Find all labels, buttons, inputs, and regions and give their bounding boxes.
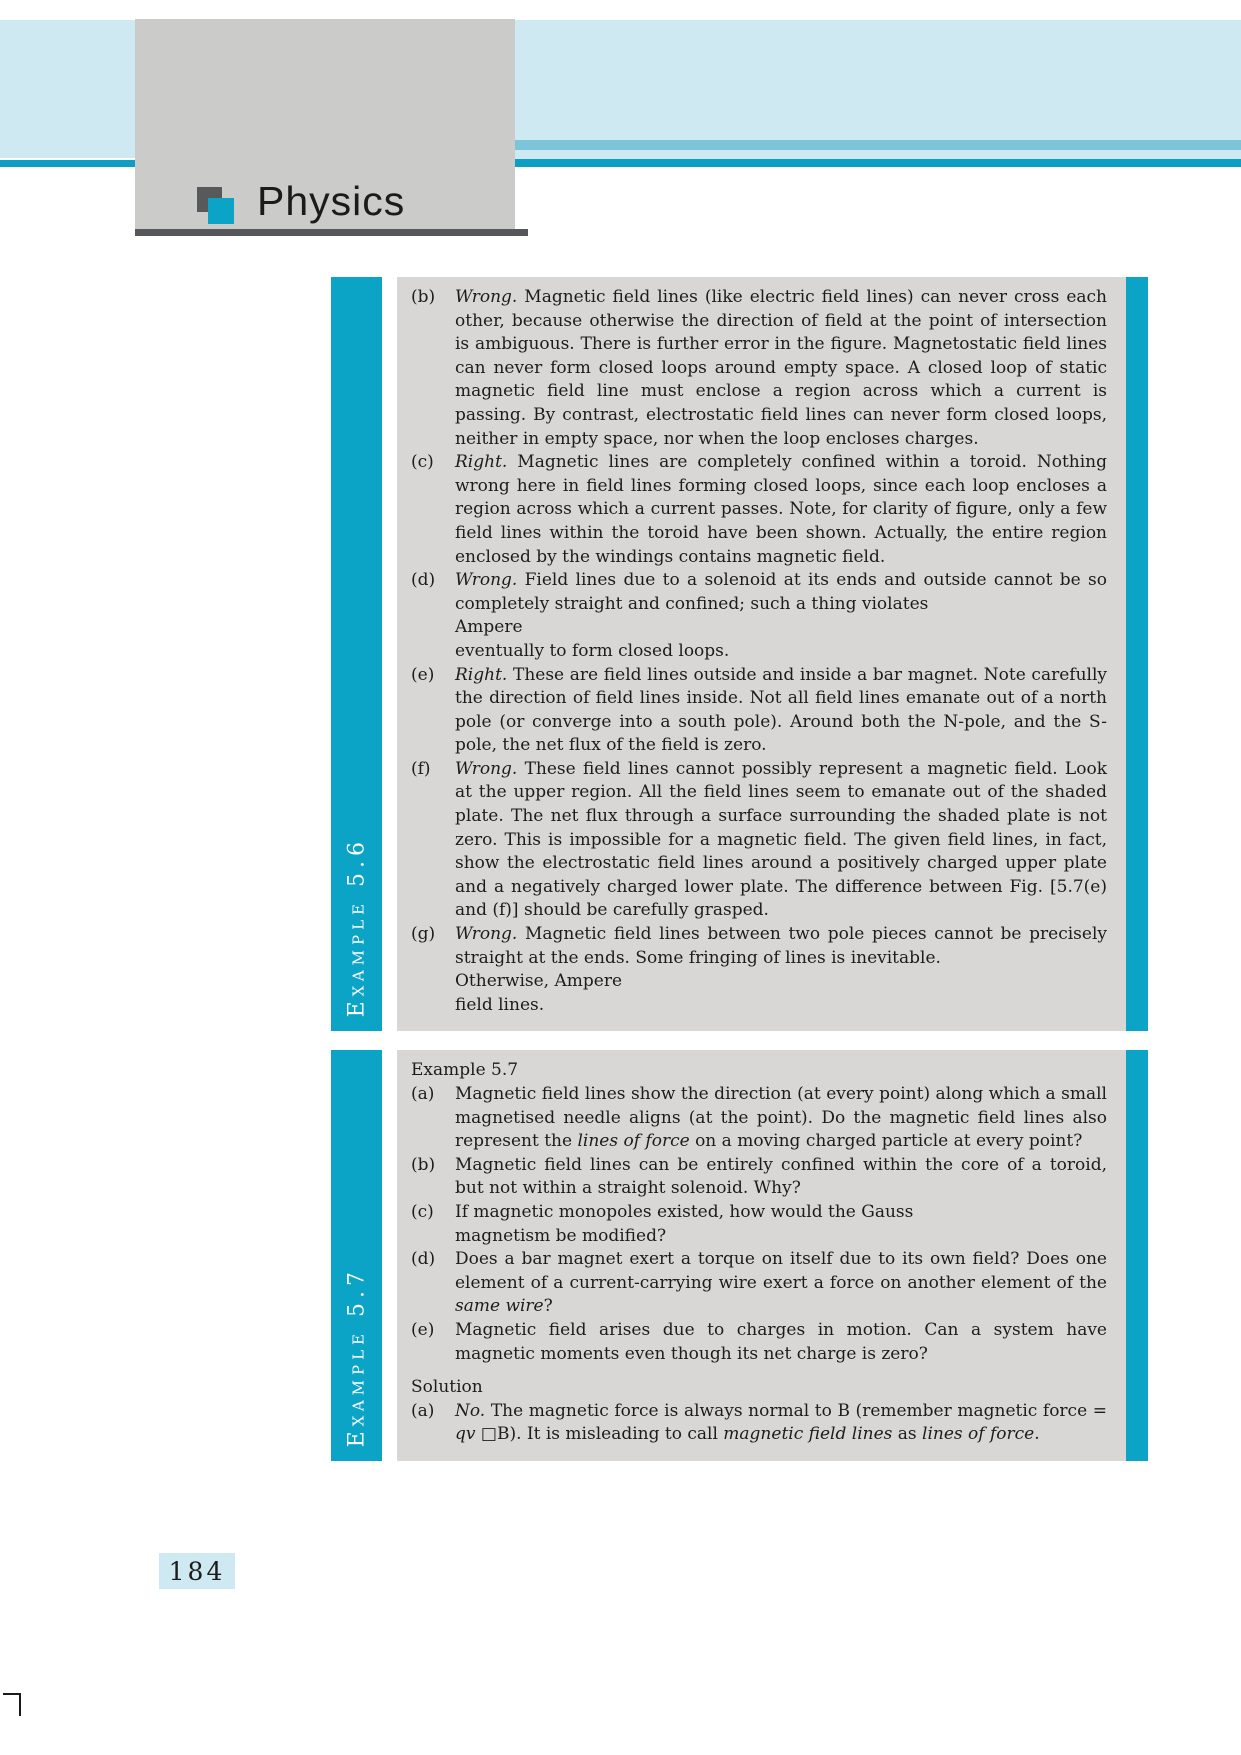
item-marker: (b) bbox=[411, 287, 436, 307]
chapter-header-underline bbox=[135, 229, 528, 236]
item-marker: (f) bbox=[411, 758, 431, 779]
item-text: Does a bar magnet exert a torque on itself due to its own field? Does one element of a current-carrying wire exert a force on another element of the same wire? bbox=[455, 1249, 1107, 1317]
item-text: Right. These are field lines outside and inside a bar magnet. Note carefully the direction of field lines inside. Not all field lines emanate out of a north pole (or converge into a south pole). Around both the N-pole, and the S-pole, the net flux of the field is zero. bbox=[455, 664, 1107, 756]
item-text: Magnetic field lines show the direction (at every point) along which a small magnetised needle aligns (at the point). Do the magnetic field lines also represent the lines of force on a moving charged particle at every point? bbox=[455, 1084, 1107, 1152]
header-band-left bbox=[0, 20, 135, 167]
band-dark-stripe bbox=[0, 160, 135, 167]
band-light-blue-thin bbox=[515, 150, 1241, 159]
list-item bbox=[411, 1400, 1107, 1447]
item-marker: (g) bbox=[411, 924, 436, 945]
band-medium-stripe bbox=[515, 140, 1241, 150]
item-text: Wrong. Magnetic field lines between two pole pieces cannot be precisely straight at the ends. Some fringing of lines is inevitable. Otherwise, Ampere field lines. bbox=[455, 924, 1107, 1015]
item-marker: (a) bbox=[411, 1400, 435, 1421]
solution-heading: Solution bbox=[411, 1377, 483, 1398]
item-marker: (e) bbox=[411, 1319, 435, 1340]
list-item bbox=[411, 758, 1107, 923]
item-marker: (c) bbox=[411, 1201, 434, 1222]
band-dark-stripe bbox=[515, 159, 1241, 167]
example-5-7-body bbox=[397, 1050, 1126, 1461]
item-marker: (d) bbox=[411, 570, 436, 591]
page-content bbox=[331, 277, 1148, 1480]
example-5-7-title: Example 5.7 bbox=[411, 1060, 519, 1081]
crop-mark-bottom-left bbox=[3, 1693, 21, 1716]
list-item bbox=[411, 923, 1107, 1017]
example-5-6-label: Example 5.6 bbox=[344, 837, 369, 1018]
example-5-7-label: Example 5.7 bbox=[344, 1266, 369, 1447]
item-text: Magnetic field arises due to charges in motion. Can a system have magnetic moments even though its net charge is zero? bbox=[455, 1319, 1107, 1364]
list-item bbox=[411, 286, 1107, 451]
item-marker: (a) bbox=[411, 1084, 435, 1104]
band-light-blue bbox=[0, 20, 135, 158]
list-item bbox=[411, 1319, 1107, 1366]
band-light-blue bbox=[515, 20, 1241, 140]
item-text: Magnetic field lines can be entirely confined within the core of a toroid, but not within a straight solenoid. Why? bbox=[455, 1154, 1107, 1199]
example-5-6-right-strip bbox=[1126, 277, 1148, 1031]
item-marker: (e) bbox=[411, 664, 435, 685]
header-band-right bbox=[515, 20, 1241, 167]
item-text: If magnetic monopoles existed, how would the Gauss magnetism be modified? bbox=[455, 1201, 914, 1246]
page-number: 184 bbox=[168, 1556, 226, 1586]
list-item bbox=[411, 664, 1107, 758]
list-item bbox=[411, 1154, 1107, 1201]
item-marker: (d) bbox=[411, 1249, 436, 1270]
list-item bbox=[411, 1248, 1107, 1319]
list-item bbox=[411, 569, 1107, 663]
logo-square-cyan-icon bbox=[208, 198, 234, 224]
chapter-header-box bbox=[135, 19, 515, 229]
item-text: Wrong. Field lines due to a solenoid at its ends and outside cannot be so completely straight and confined; such a thing violates Ampere eventually to form closed loops. bbox=[455, 570, 1107, 661]
example-5-7-sidebar bbox=[331, 1050, 382, 1461]
item-text: Wrong. Magnetic field lines (like electric field lines) can never cross each other, because otherwise the direction of field at the point of intersection is ambiguous. There is further error in the figure. Magnetostatic field lines can never form closed loops around empty space. A closed loop of static magnetic field line must enclose a region across which a current is passing. By contrast, electrostatic field lines can never form closed loops, neither in empty space, nor when the loop encloses charges. bbox=[455, 287, 1107, 449]
item-marker: (b) bbox=[411, 1154, 436, 1175]
example-5-6-block bbox=[331, 277, 1148, 1031]
item-text: Wrong. These field lines cannot possibly represent a magnetic field. Look at the upper region. All the field lines seem to emanate out of the shaded plate. The net flux through a surface surrounding the shaded plate is not zero. This is impossible for a magnetic field. The given field lines, in fact, show the electrostatic field lines around a positively charged upper plate and a negatively charged lower plate. The difference between Fig. [5.7(e) and (f)] should be carefully grasped. bbox=[455, 758, 1107, 921]
example-5-7-right-strip bbox=[1126, 1050, 1148, 1461]
list-item bbox=[411, 451, 1107, 569]
page-number-tab bbox=[159, 1553, 235, 1589]
item-marker: (c) bbox=[411, 452, 434, 473]
item-text: Right. Magnetic lines are completely confined within a toroid. Nothing wrong here in field lines forming closed loops, since each loop encloses a region across which a current passes. Note, for clarity of figure, only a few field lines within the toroid have been shown. Actually, the entire region enclosed by the windings contains magnetic field. bbox=[455, 452, 1107, 567]
item-text: No. The magnetic force is always normal to B (remember magnetic force = qv □B). It is misleading to call magnetic field lines as lines of force. bbox=[455, 1400, 1107, 1445]
list-item bbox=[411, 1201, 1107, 1248]
example-5-7-block bbox=[331, 1050, 1148, 1461]
example-5-6-sidebar bbox=[331, 277, 382, 1031]
example-5-6-body bbox=[397, 277, 1126, 1031]
book-title: Physics bbox=[257, 178, 406, 224]
list-item bbox=[411, 1083, 1107, 1154]
